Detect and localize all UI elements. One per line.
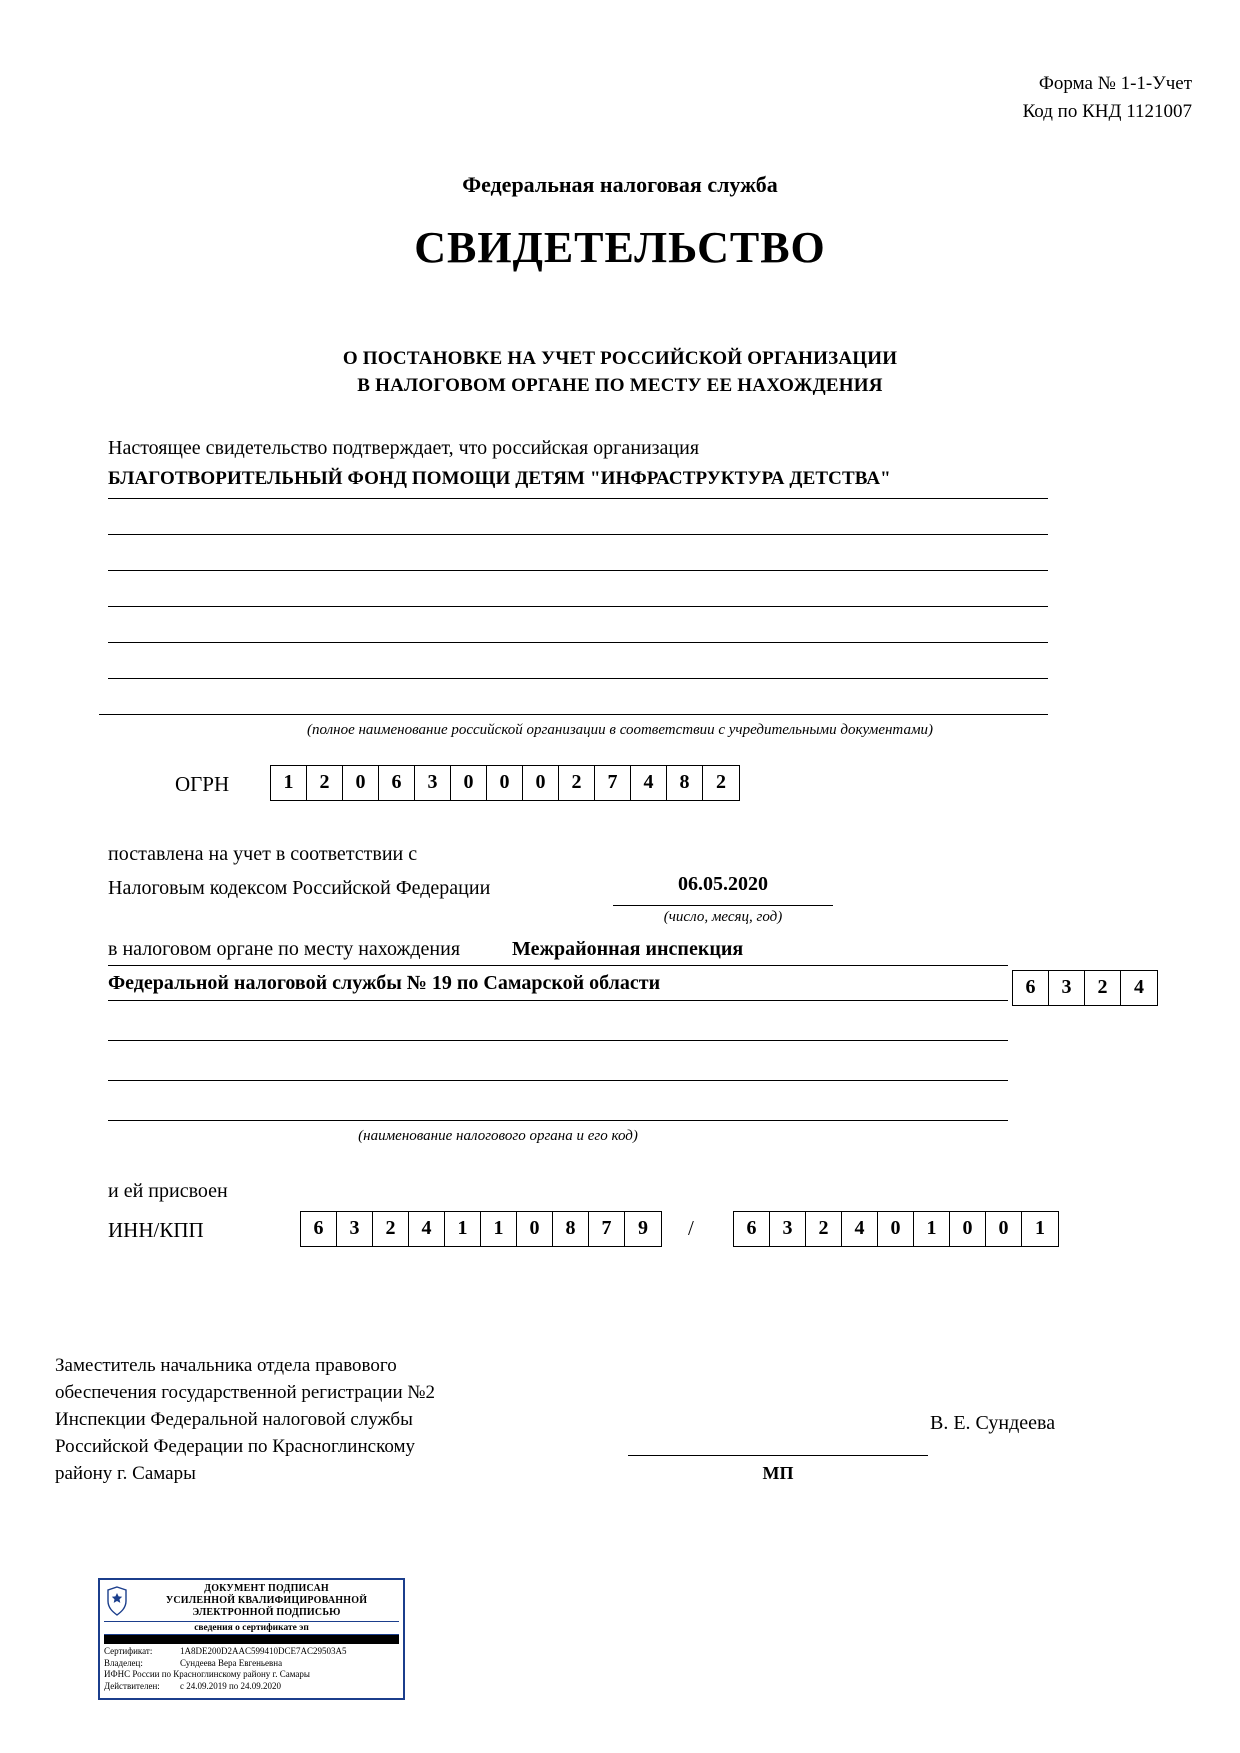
inn-digit: 8 [553, 1212, 589, 1246]
ogrn-label: ОГРН [175, 772, 230, 796]
authority-code-digit: 4 [1134, 976, 1144, 998]
inn-digit: 1 [481, 1212, 517, 1246]
ogrn-digit: 0 [487, 766, 523, 800]
inn-digit: 6 [301, 1212, 337, 1246]
knd-code: Код по КНД 1121007 [1022, 101, 1192, 122]
assigned-text: и ей присвоен [108, 1180, 228, 1202]
stamp-certificate-value: 1A8DE200D2AAC599410DCE7AC29503A5 [180, 1646, 347, 1656]
authority-caption: (наименование налогового органа и его код) [358, 1128, 638, 1144]
authority-rule-5 [108, 1120, 1008, 1121]
ogrn-digit: 2 [716, 771, 726, 793]
inn-digit: 2 [373, 1212, 409, 1246]
ogrn-digit: 0 [451, 766, 487, 800]
inn-digit: 9 [638, 1217, 648, 1239]
stamp-subtitle: сведения о сертификате эп [104, 1621, 399, 1635]
authority-rule-1 [108, 965, 1008, 966]
authority-code-digit: 3 [1049, 971, 1085, 1005]
authority-prefix: в налоговом органе по месту нахождения [108, 938, 461, 960]
inn-digit: 4 [409, 1212, 445, 1246]
inn-digit: 1 [445, 1212, 481, 1246]
kpp-digit: 2 [806, 1212, 842, 1246]
registered-line-2: Налоговым кодексом Российской Федерации [108, 877, 491, 899]
ogrn-digit: 2 [307, 766, 343, 800]
ogrn-digit: 3 [415, 766, 451, 800]
registration-date-caption: (число, месяц, год) [663, 909, 783, 925]
org-rule-2 [108, 534, 1048, 535]
org-rule-5 [108, 642, 1048, 643]
page-title: СВИДЕТЕЛЬСТВО [414, 223, 826, 272]
inn-digit: 3 [337, 1212, 373, 1246]
stamp-owner-row [104, 1658, 399, 1670]
inn-digit: 7 [589, 1212, 625, 1246]
kpp-digit: 1 [1035, 1217, 1045, 1239]
signer-position-line-3: Инспекции Федеральной налоговой службы [55, 1409, 413, 1430]
stamp-title-line-1: ДОКУМЕНТ ПОДПИСАН [204, 1583, 329, 1594]
signature-rule [628, 1455, 928, 1456]
kpp-digit: 0 [878, 1212, 914, 1246]
stamp-title-line-3: ЭЛЕКТРОННОЙ ПОДПИСЬЮ [192, 1607, 341, 1618]
registered-line-1: поставлена на учет в соответствии с [108, 843, 418, 865]
kpp-value [733, 1211, 1059, 1247]
ogrn-value [270, 765, 740, 801]
org-rule-7 [99, 714, 1048, 715]
stamp-certificate-label: Сертификат: [104, 1646, 153, 1656]
coat-of-arms-icon [104, 1584, 130, 1618]
org-rule-3 [108, 570, 1048, 571]
stamp-divider-bar [104, 1635, 399, 1644]
signer-position-line-4: Российской Федерации по Красноглинскому [55, 1436, 415, 1457]
authority-name-part-1: Межрайонная инспекция [512, 938, 744, 960]
stamp-certificate-row [104, 1646, 399, 1658]
authority-rule-3 [108, 1040, 1008, 1041]
signer-position-line-5: району г. Самары [55, 1463, 196, 1484]
authority-code-digit: 2 [1085, 971, 1121, 1005]
stamp-validity-label: Действителен: [104, 1680, 160, 1691]
ogrn-digit: 8 [667, 766, 703, 800]
kpp-digit: 0 [950, 1212, 986, 1246]
form-number: Форма № 1-1-Учет [1038, 73, 1192, 94]
authority-rule-2 [108, 1000, 1008, 1001]
seal-label: МП [762, 1463, 794, 1483]
ogrn-digit: 4 [631, 766, 667, 800]
kpp-digit: 4 [842, 1212, 878, 1246]
authority-code-digit: 6 [1013, 971, 1049, 1005]
stamp-owner-value: Сундеева Вера Евгеньевна [180, 1657, 283, 1668]
ogrn-digit: 0 [523, 766, 559, 800]
stamp-validity-row [104, 1681, 399, 1693]
authority-code [1012, 970, 1158, 1006]
org-rule-6 [108, 678, 1048, 679]
subtitle-line-1: О ПОСТАНОВКЕ НА УЧЕТ РОССИЙСКОЙ ОРГАНИЗАЦИИ [342, 348, 898, 369]
stamp-certificate-details [104, 1646, 399, 1692]
form-code-block [1023, 70, 1192, 126]
registration-date-rule [613, 905, 833, 906]
stamp-owner-label: Владелец: [104, 1657, 143, 1668]
registration-date: 06.05.2020 [678, 873, 768, 895]
kpp-digit: 3 [770, 1212, 806, 1246]
ogrn-digit: 0 [343, 766, 379, 800]
stamp-validity-value: с 24.09.2019 по 24.09.2020 [180, 1680, 282, 1691]
subtitle [0, 345, 1240, 399]
ogrn-digit: 2 [559, 766, 595, 800]
org-name-caption: (полное наименование российской организации в соответствии с учредительными документами) [306, 722, 934, 738]
org-rule-4 [108, 606, 1048, 607]
ogrn-digit: 6 [379, 766, 415, 800]
inn-kpp-separator: / [688, 1216, 694, 1240]
stamp-title-line-2: УСИЛЕННОЙ КВАЛИФИЦИРОВАННОЙ [165, 1595, 368, 1606]
signer-name: В. Е. Сундеева [930, 1412, 1056, 1434]
ogrn-digit: 1 [271, 766, 307, 800]
organization-name: БЛАГОТВОРИТЕЛЬНЫЙ ФОНД ПОМОЩИ ДЕТЯМ "ИНФРАСТРУКТУРА ДЕТСТВА" [108, 468, 891, 489]
intro-text: Настоящее свидетельство подтверждает, что российская организация [108, 437, 700, 459]
signer-position-line-1: Заместитель начальника отдела правового [55, 1355, 397, 1376]
stamp-owner-org: ИФНС России по Красноглинскому району г. Самары [104, 1669, 310, 1679]
org-rule-1 [108, 498, 1048, 499]
kpp-digit: 0 [986, 1212, 1022, 1246]
stamp-title [134, 1583, 399, 1619]
electronic-signature-stamp [98, 1578, 405, 1700]
inn-digit: 0 [517, 1212, 553, 1246]
signer-position-line-2: обеспечения государственной регистрации №2 [55, 1382, 436, 1403]
kpp-digit: 1 [914, 1212, 950, 1246]
authority-name-part-2: Федеральной налоговой службы № 19 по Самарской области [108, 972, 661, 994]
agency-title: Федеральная налоговая служба [462, 172, 778, 197]
subtitle-line-2: В НАЛОГОВОМ ОРГАНЕ ПО МЕСТУ ЕЕ НАХОЖДЕНИЯ [357, 375, 883, 396]
signer-position [55, 1352, 435, 1487]
inn-kpp-label: ИНН/КПП [108, 1218, 204, 1242]
inn-value [300, 1211, 662, 1247]
authority-rule-4 [108, 1080, 1008, 1081]
ogrn-digit: 7 [595, 766, 631, 800]
kpp-digit: 6 [734, 1212, 770, 1246]
stamp-header [104, 1583, 399, 1619]
